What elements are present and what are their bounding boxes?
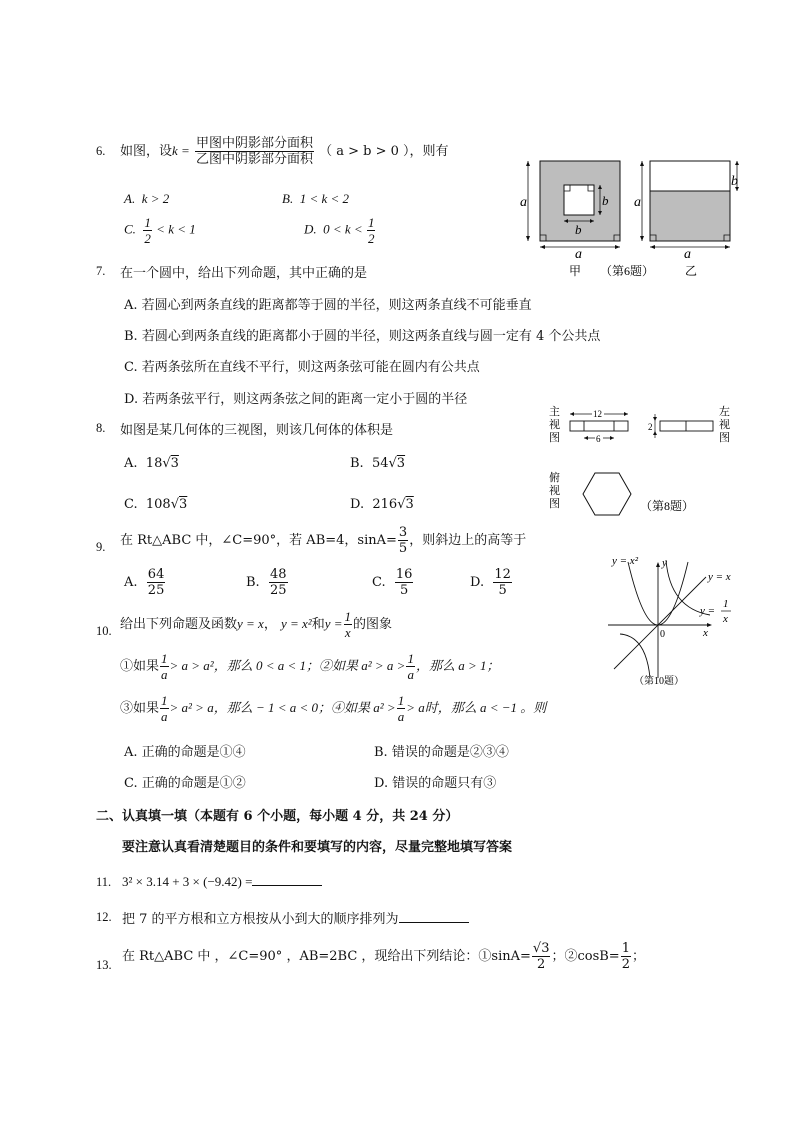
q10-option-d: D. 错误的命题只有③ bbox=[374, 776, 497, 791]
q8-fig-fu-3: 图 bbox=[549, 498, 560, 510]
q10-fig-label-xden: x bbox=[723, 613, 728, 625]
q6-fig-b-jia-h: b bbox=[575, 222, 582, 237]
q6-option-c: C. $\frac{1}{2}$ < k < 1 bbox=[124, 215, 196, 246]
q8-fig-fu-2: 视 bbox=[549, 485, 560, 497]
q9-option-b: B. $\frac{48}{25}$ bbox=[246, 567, 287, 598]
q11-number: 11. bbox=[96, 875, 112, 889]
q8-fig-side bbox=[660, 421, 713, 431]
q6-fig-a-bottom-jia: a bbox=[575, 247, 582, 262]
q6-fraction bbox=[195, 137, 314, 166]
q6-fig-caption: （第6题） bbox=[600, 264, 655, 278]
q10-fig-label-yx2: y = x² bbox=[612, 555, 638, 567]
q6-frac-num: 甲图中阴影部分面积 bbox=[195, 136, 313, 151]
q10-option-a: A. 正确的命题是①④ bbox=[124, 745, 246, 760]
q13-stem: 在 Rt△ABC 中 ，∠C=90° ，AB=2BC ，现给出下列结论：①sinA= $\frac{√3}{2}$ ；②cosB= $\frac{1}{2}$ ； bbox=[122, 941, 645, 972]
q6-stem bbox=[120, 137, 449, 166]
q12-number: 12. bbox=[96, 910, 112, 924]
q10-figure bbox=[600, 550, 750, 690]
q8-fig-zuo-1: 左 bbox=[719, 406, 730, 418]
q7-option-a: A. 若圆心到两条直线的距离都等于圆的半径，则这两条直线不可能垂直 bbox=[124, 298, 532, 313]
q12-stem: 把 7 的平方根和立方根按从小到大的顺序排列为 bbox=[122, 908, 469, 927]
q7-number: 7. bbox=[96, 264, 106, 278]
q6-condition: （ a > b > 0 ），则有 bbox=[319, 144, 449, 159]
q8-option-b: B. 54√3 bbox=[350, 456, 406, 471]
q8-fig-fu-1: 俯 bbox=[549, 472, 560, 484]
q8-fig-caption: （第8题） bbox=[640, 499, 695, 513]
q10-line1: ①如果 $\frac{1}{a}$ > a > a²，那么 0 < a < 1；②如果 a² > a > $\frac{1}{a}$ ，那么 a > 1； bbox=[120, 651, 500, 682]
q7-option-b: B. 若圆心到两条直线的距离都小于圆的半径，则这两条直线与圆一定有 4 个公共点 bbox=[124, 329, 601, 344]
q10-stem: 给出下列命题及函数y = x， y = x²和y = $\frac{1}{x}$ 的图象 bbox=[120, 609, 393, 640]
q7-option-c: C. 若两条弦所在直线不平行，则这两条弦可能在圆内有公共点 bbox=[124, 360, 480, 375]
q8-fig-zhu-3: 图 bbox=[549, 432, 560, 444]
q7-option-d: D. 若两条弦平行，则这两条弦之间的距离一定小于圆的半径 bbox=[124, 392, 468, 407]
q6-fig-b-jia-v: b bbox=[602, 193, 609, 208]
q10-fig-label-yx: y = x bbox=[708, 571, 731, 583]
q7-stem: 在一个圆中，给出下列命题，其中正确的是 bbox=[120, 266, 368, 281]
q10-option-c: C. 正确的命题是①② bbox=[124, 776, 246, 791]
q6-frac-den: 乙图中阴影部分面积 bbox=[195, 152, 313, 167]
q6-fig-yi-shade bbox=[650, 191, 730, 241]
q10-fig-origin: 0 bbox=[660, 629, 665, 640]
q8-figure bbox=[545, 404, 740, 519]
q10-fig-caption: （第10题） bbox=[634, 676, 684, 687]
q8-option-c: C. 108√3 bbox=[124, 497, 188, 512]
q6-fig-a-left: a bbox=[520, 195, 527, 210]
q6-fig-jia-label: 甲 bbox=[569, 264, 582, 278]
q11-stem: 3² × 3.14 + 3 × (−9.42) = bbox=[122, 873, 322, 890]
q9-option-a: A. $\frac{64}{25}$ bbox=[124, 567, 165, 598]
q6-fig-jia-hole bbox=[564, 185, 594, 215]
q6-prefix: 如图，设 bbox=[120, 144, 173, 159]
q8-option-a: A. 18√3 bbox=[124, 456, 179, 471]
q10-fig-line-yx bbox=[614, 577, 706, 669]
q8-fig-dim-6: 6 bbox=[596, 434, 601, 444]
q6-fig-a-bottom-yi: a bbox=[684, 247, 691, 262]
q8-fig-top-hexagon bbox=[583, 473, 631, 515]
q8-fig-zhu-1: 主 bbox=[549, 406, 560, 418]
q8-fig-zuo-2: 视 bbox=[719, 419, 730, 431]
q6-fig-b-yi: b bbox=[731, 174, 738, 189]
q6-fig-a-left-yi: a bbox=[634, 195, 641, 210]
q9-option-c: C. $\frac{16}{5}$ bbox=[372, 567, 413, 598]
q6-figure bbox=[520, 155, 750, 280]
q8-fig-dim-2: 2 bbox=[648, 422, 653, 432]
q10-fig-label-x: x bbox=[703, 627, 708, 639]
q10-number: 10. bbox=[96, 624, 112, 638]
q10-fig-label-yinv: y = bbox=[700, 605, 716, 617]
section2-note: 要注意认真看清楚题目的条件和要填写的内容，尽量完整地填写答案 bbox=[122, 840, 513, 855]
q6-option-b: B. 1 < k < 2 bbox=[282, 191, 350, 206]
q8-number: 8. bbox=[96, 421, 106, 435]
q8-fig-front bbox=[570, 421, 628, 431]
q9-stem: 在 Rt△ABC 中，∠C=90°，若 AB=4，sinA= $\frac{3}{5}$ ，则斜边上的高等于 bbox=[120, 525, 527, 556]
q10-line2: ③如果 $\frac{1}{a}$ > a² > a，那么 − 1 < a < 0；④如果 a² > $\frac{1}{a}$ > a时，那么 a < −1 。则 bbox=[120, 693, 547, 724]
q6-fig-yi-label: 乙 bbox=[685, 264, 698, 278]
section2-title: 二、认真填一填（本题有 6 个小题，每小题 4 分，共 24 分） bbox=[96, 809, 459, 824]
q6-k: k = bbox=[172, 143, 190, 158]
q10-fig-hyperbola-2 bbox=[620, 634, 650, 678]
q6-number: 6. bbox=[96, 144, 106, 158]
q8-fig-dim-12: 12 bbox=[593, 409, 602, 419]
q9-option-d: D. $\frac{12}{5}$ bbox=[470, 567, 511, 598]
q11-answer-blank[interactable] bbox=[252, 873, 322, 886]
q8-stem: 如图是某几何体的三视图，则该几何体的体积是 bbox=[120, 423, 394, 438]
q9-number: 9. bbox=[96, 540, 106, 554]
q10-fig-label-y: y bbox=[662, 557, 667, 569]
q10-fig-label-one: 1 bbox=[723, 598, 729, 610]
q8-fig-zhu-2: 视 bbox=[549, 419, 560, 431]
q12-answer-blank[interactable] bbox=[399, 910, 469, 923]
q8-option-d: D. 216√3 bbox=[350, 497, 414, 512]
q13-number: 13. bbox=[96, 958, 112, 972]
q6-option-d: D. 0 < k < $\frac{1}{2}$ bbox=[304, 215, 375, 246]
q6-option-a: A. k > 2 bbox=[124, 191, 170, 206]
q10-option-b: B. 错误的命题是②③④ bbox=[374, 745, 509, 760]
q8-fig-zuo-3: 图 bbox=[719, 432, 730, 444]
